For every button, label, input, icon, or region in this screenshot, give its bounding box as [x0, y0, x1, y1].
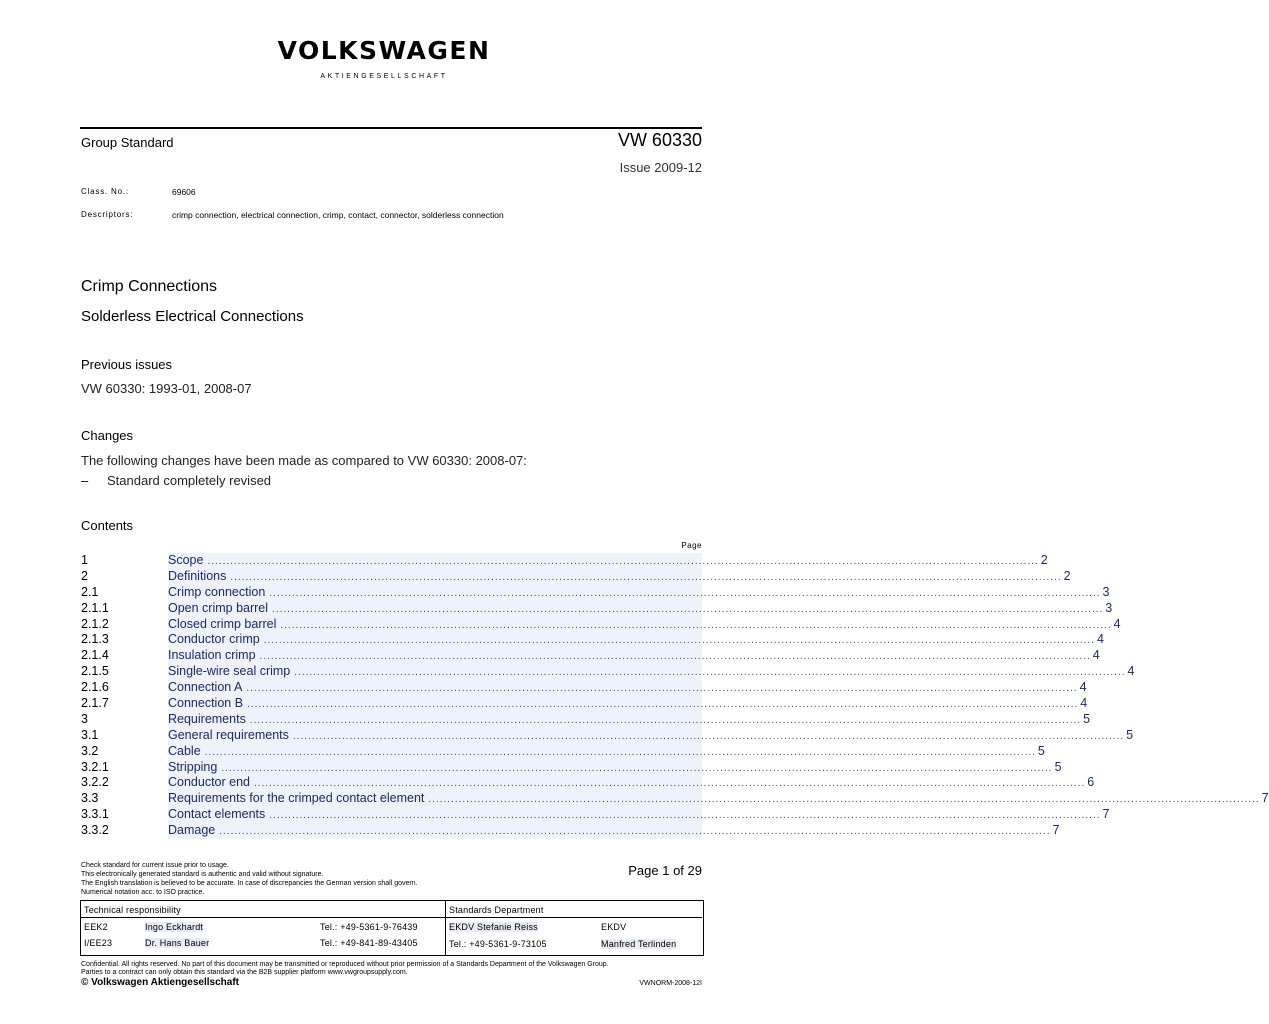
toc-leader-dots: ............................................................................................................................................................................................................................ — [254, 778, 1086, 790]
toc-row — [80, 696, 1088, 712]
toc-leader-dots: ............................................................................................................................................................................................................................ — [207, 556, 1039, 567]
previous-issues-heading: Previous issues — [81, 357, 173, 372]
toc-link[interactable] — [168, 680, 1087, 696]
toc-row — [80, 711, 1091, 728]
table-of-contents — [80, 553, 1269, 839]
confidential-notice: Confidential. All rights reserved. No part of this document may be transmitted or reproduced without prior permission of a Standards Department of the Volkswagen Group. — [81, 961, 609, 968]
brand-subtitle: AKTIENGESELLSCHAFT — [320, 73, 448, 80]
toc-title: Scope — [168, 553, 204, 567]
toc-number: 2.1.7 — [81, 696, 109, 711]
toc-leader-dots: ............................................................................................................................................................................................................................ — [249, 714, 1082, 726]
bullet-dash: – — [81, 473, 89, 488]
descriptors-label: Descriptors: — [81, 210, 134, 219]
toc-link[interactable] — [168, 727, 1134, 744]
toc-row — [80, 648, 1100, 664]
resp-dept: I/EE23 — [84, 938, 113, 948]
descriptors-value: crimp connection, electrical connection, crimp, contact, connector, solderless connection — [172, 210, 504, 220]
toc-page-number: 5 — [1126, 727, 1134, 742]
form-id: VWNORM-2008-12I — [639, 980, 702, 987]
toc-link[interactable] — [168, 791, 1269, 807]
toc-link[interactable] — [168, 664, 1135, 680]
toc-leader-dots: ............................................................................................................................................................................................................................ — [272, 603, 1104, 615]
toc-row — [80, 759, 1062, 776]
toc-link[interactable] — [168, 568, 1071, 585]
toc-page-number: 7 — [1102, 807, 1110, 822]
toc-number: 1 — [81, 553, 88, 567]
toc-page-number: 7 — [1052, 823, 1060, 838]
toc-number: 3.2 — [81, 743, 99, 758]
table-header-rule — [80, 917, 702, 918]
toc-row — [80, 664, 1135, 680]
toc-page-number: 4 — [1092, 648, 1100, 663]
header-rule — [80, 127, 702, 129]
toc-link[interactable] — [168, 807, 1110, 823]
toc-leader-dots: ............................................................................................................................................................................................................................ — [219, 826, 1051, 838]
toc-page-number: 4 — [1127, 664, 1135, 679]
toc-number: 3.1 — [81, 727, 99, 742]
toc-page-number: 7 — [1261, 791, 1269, 806]
toc-title: Requirements — [168, 711, 246, 726]
toc-row — [80, 823, 1060, 839]
toc-page-number: 3 — [1105, 600, 1113, 615]
toc-number: 2 — [81, 568, 88, 583]
toc-page-number: 2 — [1063, 568, 1071, 583]
toc-number: 2.1.6 — [81, 680, 109, 695]
toc-row — [80, 680, 1087, 696]
brand-logo-text: VOLKSWAGEN — [277, 36, 491, 65]
toc-leader-dots: ............................................................................................................................................................................................................................ — [247, 699, 1079, 711]
footnote-line: This electronically generated standard is authentic and valid without signature. — [81, 871, 324, 878]
toc-number: 3.2.2 — [81, 775, 109, 790]
toc-title: Open crimp barrel — [168, 600, 269, 615]
footnote-line: Check standard for current issue prior to usage. — [81, 862, 229, 869]
toc-page-number: 5 — [1054, 759, 1062, 774]
document-subtitle: Solderless Electrical Connections — [81, 308, 304, 325]
standards-department-header: Standards Department — [449, 905, 544, 915]
toc-leader-dots: ............................................................................................................................................................................................................................ — [221, 762, 1053, 774]
toc-title: Closed crimp barrel — [168, 616, 277, 631]
toc-number: 2.1.1 — [81, 600, 109, 615]
document-title: Crimp Connections — [81, 278, 218, 295]
toc-page-number: 3 — [1102, 584, 1110, 599]
toc-title: General requirements — [168, 727, 289, 742]
toc-number: 3.2.1 — [81, 759, 109, 774]
toc-link[interactable] — [168, 632, 1104, 648]
toc-title: Cable — [168, 743, 201, 758]
toc-link[interactable] — [168, 600, 1113, 617]
table-divider — [445, 900, 446, 956]
technical-responsibility-header: Technical responsibility — [84, 905, 181, 915]
toc-link[interactable] — [168, 743, 1045, 760]
toc-row — [80, 727, 1134, 744]
toc-leader-dots: ............................................................................................................................................................................................................................ — [204, 746, 1036, 758]
toc-row — [80, 743, 1045, 760]
std-dept-tel: Tel.: +49-5361-9-73105 — [449, 939, 547, 949]
toc-title: Conductor end — [168, 775, 251, 790]
toc-leader-dots: ............................................................................................................................................................................................................................ — [259, 651, 1091, 663]
toc-number: 2.1 — [81, 584, 99, 599]
contents-heading: Contents — [81, 518, 134, 533]
toc-row — [80, 568, 1071, 585]
toc-link[interactable] — [168, 823, 1060, 839]
page-count: Page 1 of 29 — [628, 863, 702, 878]
toc-link[interactable] — [168, 775, 1095, 791]
changes-text: The following changes have been made as compared to VW 60330: 2008-07: — [81, 453, 527, 468]
toc-number: 3.3.2 — [81, 823, 109, 838]
toc-page-number: 4 — [1096, 632, 1104, 647]
toc-link[interactable] — [168, 759, 1062, 776]
toc-title: Definitions — [168, 568, 227, 583]
toc-page-label: Page — [681, 541, 702, 550]
resp-tel: Tel.: +49-5361-9-76439 — [320, 922, 418, 932]
issue-date: Issue 2009-12 — [619, 160, 702, 175]
toc-leader-dots: ............................................................................................................................................................................................................................ — [428, 794, 1260, 806]
toc-leader-dots: ............................................................................................................................................................................................................................ — [263, 635, 1095, 647]
toc-link[interactable] — [168, 616, 1121, 633]
toc-row — [80, 616, 1121, 633]
toc-link[interactable] — [168, 711, 1091, 728]
standard-number: VW 60330 — [617, 130, 702, 150]
toc-leader-dots: ............................................................................................................................................................................................................................ — [292, 730, 1125, 742]
toc-title: Insulation crimp — [168, 648, 256, 663]
toc-title: Stripping — [168, 759, 218, 774]
toc-leader-dots: ............................................................................................................................................................................................................................ — [269, 587, 1101, 599]
toc-number: 2.1.3 — [81, 632, 109, 647]
toc-title: Single-wire seal crimp — [168, 664, 291, 679]
toc-number: 2.1.4 — [81, 648, 109, 663]
toc-row — [80, 807, 1110, 823]
toc-page-number: 4 — [1113, 616, 1121, 631]
toc-link[interactable] — [168, 584, 1110, 601]
copyright: © Volkswagen Aktiengesellschaft — [81, 977, 239, 988]
toc-row — [80, 553, 1048, 569]
confidential-notice: Parties to a contract can only obtain this standard via the B2B supplier platform www.vwgroupsupply.com. — [81, 969, 408, 976]
group-standard-label: Group Standard — [81, 135, 174, 150]
toc-number: 3.3.1 — [81, 807, 109, 822]
toc-page-number: 5 — [1037, 743, 1045, 758]
toc-leader-dots: ............................................................................................................................................................................................................................ — [269, 810, 1101, 822]
toc-leader-dots: ............................................................................................................................................................................................................................ — [246, 683, 1078, 695]
std-dept-code: EKDV — [601, 922, 627, 932]
toc-title: Crimp connection — [168, 584, 266, 599]
resp-dept: EEK2 — [84, 922, 108, 932]
toc-row — [80, 584, 1110, 601]
resp-name: Ingo Eckhardt — [145, 922, 204, 932]
toc-link[interactable] — [168, 553, 1048, 569]
toc-leader-dots: ............................................................................................................................................................................................................................ — [294, 667, 1126, 679]
resp-tel: Tel.: +49-841-89-43405 — [320, 938, 418, 948]
toc-page-number: 5 — [1083, 711, 1091, 726]
footnote-line: Numerical notation acc. to ISO practice. — [81, 889, 205, 896]
toc-page-number: 6 — [1087, 775, 1095, 790]
changes-heading: Changes — [81, 428, 134, 443]
resp-name: Dr. Hans Bauer — [145, 938, 210, 948]
class-no-value: 69606 — [172, 187, 196, 197]
toc-row — [80, 791, 1269, 807]
std-dept-name: Manfred Terlinden — [601, 939, 677, 949]
toc-number: 2.1.2 — [81, 616, 109, 631]
class-no-label: Class. No.: — [81, 187, 129, 196]
previous-issues-text: VW 60330: 1993-01, 2008-07 — [81, 381, 252, 396]
toc-row — [80, 600, 1113, 617]
footnote-line: The English translation is believed to be accurate. In case of discrepancies the German version shall govern. — [81, 880, 418, 887]
std-dept-contact: EKDV Stefanie Reiss — [449, 922, 538, 932]
toc-title: Damage — [168, 823, 216, 838]
changes-bullet: Standard completely revised — [107, 473, 272, 488]
toc-number: 3 — [81, 711, 88, 726]
toc-page-number: 4 — [1079, 680, 1087, 695]
toc-row — [80, 632, 1104, 648]
toc-title: Requirements for the crimped contact element — [168, 791, 425, 806]
toc-page-number: 2 — [1040, 553, 1048, 567]
toc-leader-dots: ............................................................................................................................................................................................................................ — [280, 619, 1112, 631]
toc-page-number: 4 — [1080, 696, 1088, 711]
toc-title: Connection B — [168, 696, 244, 711]
toc-number: 2.1.5 — [81, 664, 109, 679]
toc-link[interactable] — [168, 696, 1088, 712]
toc-row — [80, 775, 1095, 791]
toc-link[interactable] — [168, 648, 1100, 664]
toc-number: 3.3 — [81, 791, 99, 806]
toc-title: Connection A — [168, 680, 243, 695]
toc-title: Conductor crimp — [168, 632, 260, 647]
toc-title: Contact elements — [168, 807, 266, 822]
toc-leader-dots: ............................................................................................................................................................................................................................ — [230, 571, 1062, 583]
